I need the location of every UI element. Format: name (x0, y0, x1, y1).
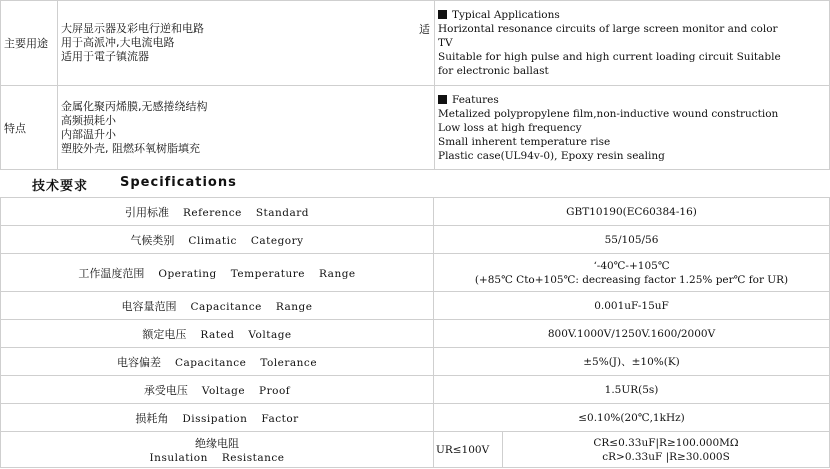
spec-value (434, 254, 830, 292)
specs-heading (0, 169, 830, 198)
en-line: TV (438, 37, 453, 49)
zh-line: 塑胶外壳, 阻燃环氧树脂填充 (61, 141, 200, 155)
spec-name: 电容量范围 Capacitance Range (1, 292, 434, 320)
applications-zh (58, 1, 435, 86)
spec-row-dissipation (1, 404, 830, 432)
specs-heading-zh: 技术要求 (32, 179, 89, 194)
spec-row-insulation (1, 432, 830, 468)
spec-name: 引用标准 Reference Standard (1, 198, 434, 226)
specs-heading-en: Specifications (120, 175, 237, 190)
spec-name: 额定电压 Rated Voltage (1, 320, 434, 348)
zh-line: 高频损耗小 (61, 113, 116, 127)
applications-en-title: Typical Applications (438, 8, 826, 22)
en-line: Suitable for high pulse and high current loading circuit Suitable (438, 51, 781, 63)
specs-table (0, 197, 830, 468)
zh-line: 大屏显示器及彩电行逆和电路 (61, 22, 204, 35)
spec-value: ±5%(J)、±10%(K) (434, 348, 830, 376)
en-line: Metalized polypropylene film,non-inductive wound construction (438, 107, 779, 120)
en-line: Horizontal resonance circuits of large screen monitor and color (438, 23, 778, 35)
spec-name: 工作温度范围 Operating Temperature Range (1, 254, 434, 292)
spec-row-temperature (1, 254, 830, 292)
zh-line: 金属化聚丙烯膜,无感捲绕结构 (61, 99, 208, 113)
applications-row (1, 1, 830, 86)
spec-value: 55/105/56 (434, 226, 830, 254)
spec-value: 0.001uF-15uF (434, 292, 830, 320)
temp-range: ‘-40℃-+105℃ (593, 259, 670, 272)
features-row (1, 86, 830, 170)
features-zh (58, 86, 435, 170)
spec-name: 绝缘电阻 Insulation Resistance (1, 432, 434, 468)
insulation-values: CR≤0.33uF|R≥100.000MΩ cR>0.33uF |R≥30.000S (503, 432, 830, 468)
features-en (435, 86, 830, 170)
zh-line: 用于高派冲,大电流电路 (61, 36, 175, 49)
zh-line: 适用于電子镇流器 (61, 50, 149, 63)
zh-edge-char: 适 (419, 23, 430, 36)
bullet-square-icon (438, 10, 447, 19)
features-en-title: Features (438, 93, 826, 107)
spec-value: 1.5UR(5s) (434, 376, 830, 404)
spec-row-tolerance (1, 348, 830, 376)
features-label: 特点 (1, 86, 58, 170)
applications-label: 主要用途 (1, 1, 58, 86)
en-line: Low loss at high frequency (438, 121, 582, 134)
temp-note: (+85℃ Cto+105℃: decreasing factor 1.25% per℃ for UR) (474, 273, 789, 286)
en-line: Plastic case(UL94v-0), Epoxy resin sealing (438, 149, 665, 162)
spec-row-voltage (1, 320, 830, 348)
insulation-condition: UR≤100V (434, 432, 503, 468)
applications-en (435, 1, 830, 86)
spec-row-climatic (1, 226, 830, 254)
spec-row-reference (1, 198, 830, 226)
en-line: Small inherent temperature rise (438, 135, 611, 148)
spec-row-capacitance (1, 292, 830, 320)
spec-name: 气候类别 Climatic Category (1, 226, 434, 254)
spec-value: GBT10190(EC60384-16) (434, 198, 830, 226)
spec-value: ≤0.10%(20℃,1kHz) (434, 404, 830, 432)
zh-line: 内部温升小 (61, 127, 116, 141)
spec-name: 承受电压 Voltage Proof (1, 376, 434, 404)
spec-name: 损耗角 Dissipation Factor (1, 404, 434, 432)
spec-row-proof (1, 376, 830, 404)
bullet-square-icon (438, 95, 447, 104)
spec-name: 电容偏差 Capacitance Tolerance (1, 348, 434, 376)
spec-value: 800V.1000V/1250V.1600/2000V (434, 320, 830, 348)
en-line: for electronic ballast (438, 65, 549, 77)
overview-table (0, 0, 830, 170)
